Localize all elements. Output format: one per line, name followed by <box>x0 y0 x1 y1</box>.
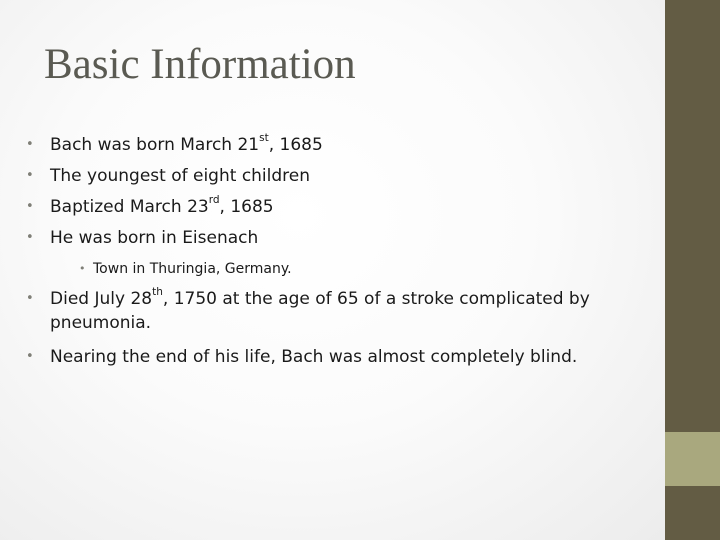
bullet-text: Town in Thuringia, Germany. <box>93 261 292 277</box>
bullet-icon: • <box>26 291 34 306</box>
bullet-item <box>26 226 258 250</box>
bullet-text: Bach was born March 21st, 1685 <box>50 132 323 155</box>
bullet-text: He was born in Eisenach <box>50 228 259 248</box>
bullet-icon: • <box>26 199 34 214</box>
accent-bar-top <box>665 0 720 432</box>
bullet-text: The youngest of eight children <box>50 166 311 186</box>
bullet-item <box>26 345 577 369</box>
bullet-icon: • <box>79 262 86 275</box>
slide-title: Basic Information <box>44 41 356 88</box>
bullet-item <box>26 195 274 219</box>
accent-bar-bottom <box>665 486 720 540</box>
bullet-item <box>26 133 323 157</box>
bullet-text: Baptized March 23rd, 1685 <box>50 194 274 217</box>
bullet-text: Died July 28th, 1750 at the age of 65 of a stroke complicated by pneumonia. <box>50 286 590 333</box>
bullet-icon: • <box>26 349 34 364</box>
accent-bar-middle <box>665 432 720 486</box>
sub-bullet-item <box>79 259 292 279</box>
bullet-icon: • <box>26 137 34 152</box>
bullet-icon: • <box>26 230 34 245</box>
bullet-text: Nearing the end of his life, Bach was almost completely blind. <box>50 347 578 367</box>
bullet-item <box>26 287 610 335</box>
bullet-item <box>26 164 310 188</box>
bullet-icon: • <box>26 168 34 183</box>
